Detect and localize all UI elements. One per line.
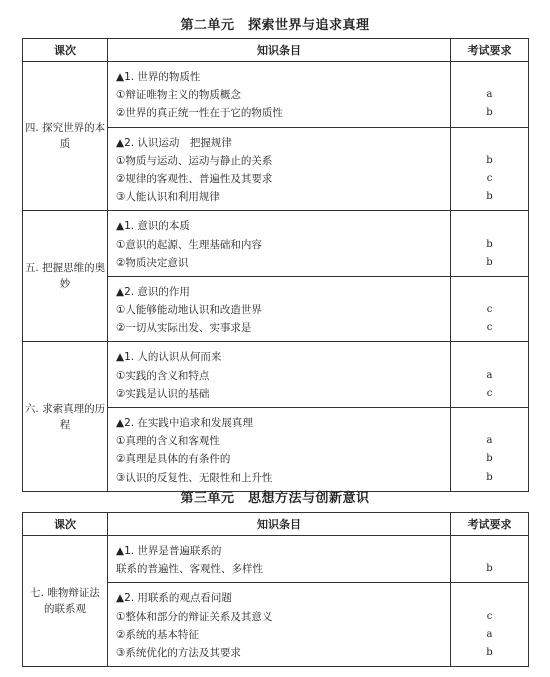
req-value: b <box>486 154 493 166</box>
req-value: b <box>486 453 493 465</box>
requirements <box>451 408 529 492</box>
unit2-title: 第二单元 探索世界与追求真理 <box>180 18 370 33</box>
lesson-name: 六. 求索真理的历程 <box>23 342 108 491</box>
req-value: b <box>486 107 493 119</box>
table-row <box>23 536 529 583</box>
table-row <box>23 342 529 408</box>
req-value: c <box>486 610 493 622</box>
req-value: a <box>486 89 493 101</box>
item-line: ③认识的反复性、无限性和上升性 <box>116 471 273 484</box>
item-line: ①实践的含义和特点 <box>116 369 210 382</box>
item-line: ③系统优化的方法及其要求 <box>116 646 241 659</box>
item-line: ②系统的基本特征 <box>116 628 199 641</box>
requirements <box>451 62 529 128</box>
knowledge-items <box>108 342 451 408</box>
unit3-title: 第三单元 思想方法与创新意识 <box>180 491 370 506</box>
header-requirements: 考试要求 <box>451 39 529 62</box>
knowledge-items <box>108 408 451 492</box>
req-value: c <box>486 304 493 316</box>
req-value: b <box>486 646 493 658</box>
header-lesson: 课次 <box>23 513 108 536</box>
item-heading: ▲1. 人的认识从何而来 <box>116 351 222 364</box>
table-row <box>23 211 529 277</box>
table-header-row <box>23 39 529 62</box>
item-heading: ▲2. 认识运动 把握规律 <box>116 136 232 149</box>
requirements <box>451 276 529 342</box>
item-line: 联系的普遍性、客观性、多样性 <box>116 563 263 576</box>
item-line: ②规律的客观性、普遍性及其要求 <box>116 172 273 185</box>
req-value: c <box>486 172 493 184</box>
header-lesson: 课次 <box>23 39 108 62</box>
header-items: 知识条目 <box>108 513 451 536</box>
item-heading: ▲2. 用联系的观点看问题 <box>116 592 232 605</box>
req-value: b <box>486 563 493 575</box>
item-heading: ▲2. 意识的作用 <box>116 285 190 298</box>
req-value: c <box>486 387 493 399</box>
header-requirements: 考试要求 <box>451 513 529 536</box>
item-line: ①人能够能动地认识和改造世界 <box>116 304 262 317</box>
item-line: ②一切从实际出发、实事求是 <box>116 322 252 335</box>
requirements <box>451 536 529 583</box>
lesson-name-line: 七. 唯物辩证法 <box>30 587 100 600</box>
req-value: b <box>486 191 493 203</box>
knowledge-items <box>108 211 451 277</box>
req-value: c <box>486 322 493 334</box>
req-value: b <box>486 471 493 483</box>
table-row <box>23 62 529 128</box>
item-heading: ▲1. 意识的本质 <box>116 220 190 233</box>
requirements <box>451 583 529 667</box>
header-items: 知识条目 <box>108 39 451 62</box>
item-line: ②物质决定意识 <box>116 256 189 269</box>
table-header-row <box>23 513 529 536</box>
requirements <box>451 342 529 408</box>
item-line: ①真理的含义和客观性 <box>116 435 220 448</box>
item-line: ②真理是具体的有条件的 <box>116 453 231 466</box>
item-heading: ▲2. 在实践中追求和发展真理 <box>116 417 253 429</box>
requirements <box>451 211 529 277</box>
item-heading: ▲1. 世界的物质性 <box>116 71 201 83</box>
item-line: ②实践是认识的基础 <box>116 387 210 400</box>
lesson-name-line: 的联系观 <box>44 603 86 616</box>
knowledge-items <box>108 62 451 128</box>
knowledge-items <box>108 536 451 583</box>
lesson-name <box>23 536 108 667</box>
item-line: ①物质与运动、运动与静止的关系 <box>116 154 273 167</box>
req-value: b <box>486 238 493 250</box>
requirements <box>451 127 529 211</box>
req-value: a <box>486 628 493 640</box>
lesson-name: 五. 把握思维的奥妙 <box>23 211 108 342</box>
item-heading: ▲1. 世界是普遍联系的 <box>116 545 222 557</box>
knowledge-items <box>108 276 451 342</box>
item-line: ①意识的起源、生理基础和内容 <box>116 238 262 251</box>
req-value: a <box>486 435 493 447</box>
item-line: ①辩证唯物主义的物质概念 <box>116 89 241 102</box>
item-line: ③人能认识和利用规律 <box>116 191 220 204</box>
item-line: ②世界的真正统一性在于它的物质性 <box>116 107 283 120</box>
unit2-table <box>22 38 529 492</box>
lesson-name: 四. 探究世界的本质 <box>23 62 108 211</box>
req-value: a <box>486 369 493 381</box>
item-line: ①整体和部分的辩证关系及其意义 <box>116 610 273 623</box>
req-value: b <box>486 256 493 268</box>
unit3-table <box>22 512 529 667</box>
knowledge-items <box>108 127 451 211</box>
knowledge-items <box>108 583 451 667</box>
